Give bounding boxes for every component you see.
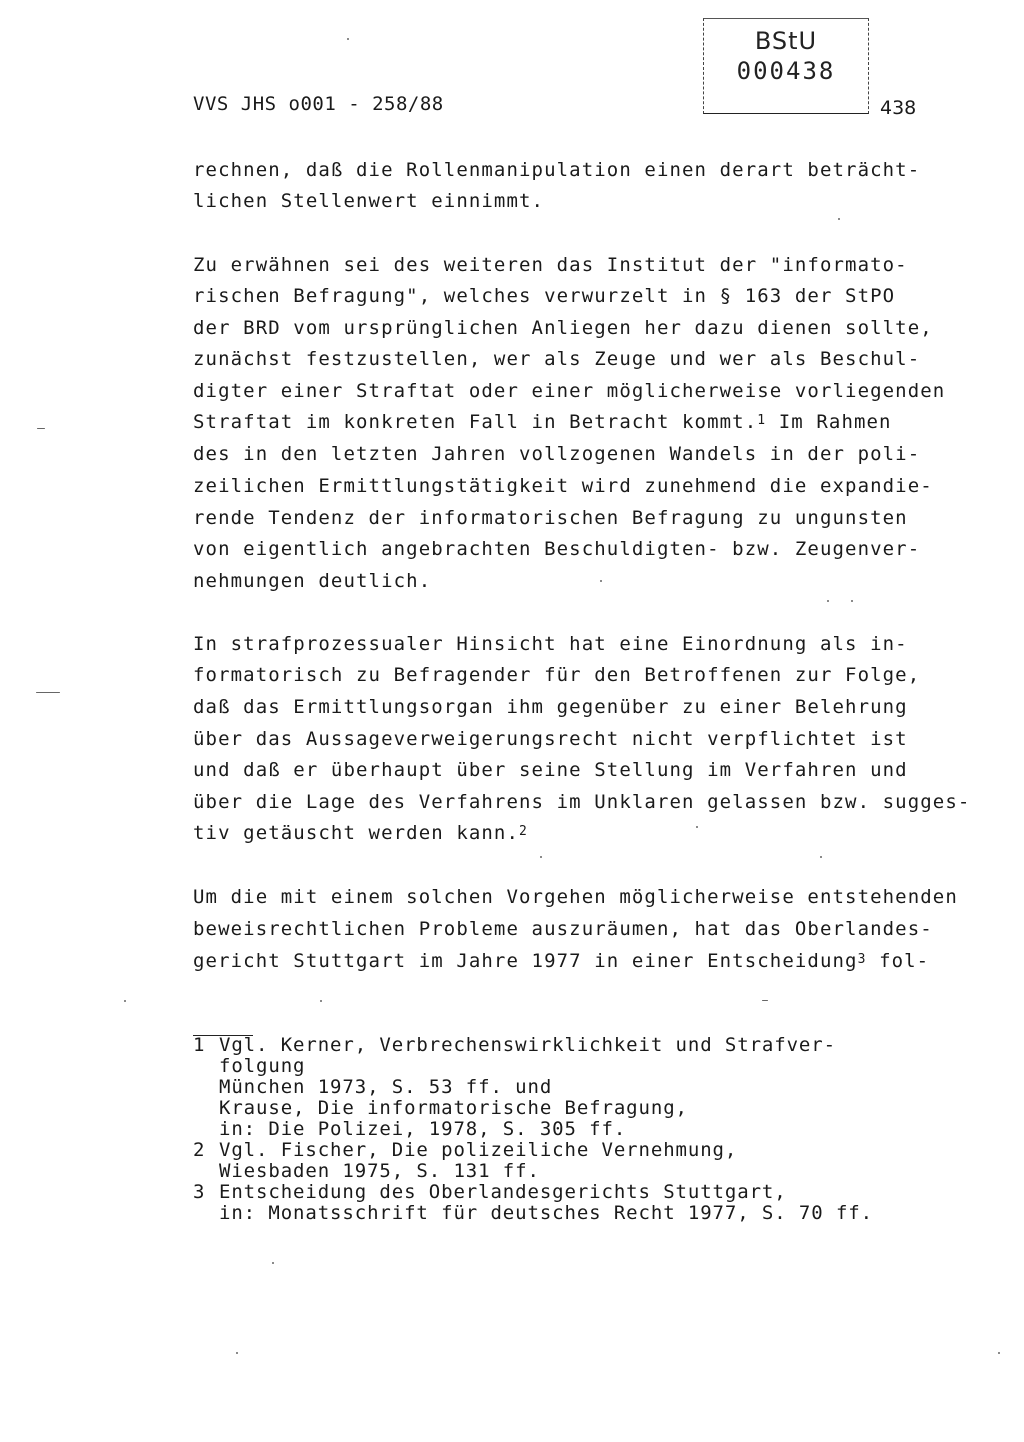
text-line: und daß er überhaupt über seine Stellung im Verfahren und [193,759,908,781]
footnote-number: 3 [193,1181,206,1203]
text-line: des in den letzten Jahren vollzogenen Wandels in der poli- [193,443,921,465]
scan-speck [827,600,829,602]
text-line: In strafprozessualer Hinsicht hat eine Einordnung als in- [193,633,908,655]
text-line: rende Tendenz der informatorischen Befragung zu ungunsten [193,507,908,529]
scan-speck [838,218,840,220]
page-number: 438 [880,97,917,119]
footnote-line: Wiesbaden 1975, S. 131 ff. [219,1160,540,1182]
scan-speck [540,856,542,858]
text-segment: gericht Stuttgart im Jahre 1977 in einer Entscheidung [193,950,858,972]
text-line [193,413,892,432]
archive-stamp [703,18,869,114]
text-line: digter einer Straftat oder einer möglicherweise vorliegenden [193,380,946,402]
text-line: zeilichen Ermittlungstätigkeit wird zunehmend die expandie- [193,475,933,497]
document-reference: VVS JHS o001 - 258/88 [193,93,444,115]
stamp-agency: BStU [754,27,818,55]
text-line: lichen Stellenwert einnimmt. [193,190,545,212]
text-line: Um die mit einem solchen Vorgehen möglicherweise entstehenden [193,886,958,908]
text-line: formatorisch zu Befragender für den Betroffenen zur Folge, [193,664,921,686]
text-line: rischen Befragung", welches verwurzelt in § 163 der StPO [193,285,896,307]
scan-speck [236,1352,238,1354]
footnote-line: Vgl. Kerner, Verbrechenswirklichkeit und Strafver- [219,1034,836,1056]
text-line: Zu erwähnen sei des weiteren das Institut der "informato- [193,254,908,276]
stamp-number: 000438 [736,57,836,85]
footnote-line: Vgl. Fischer, Die polizeiliche Vernehmung, [219,1139,738,1161]
footnote-line: Entscheidung des Oberlandesgerichts Stuttgart, [219,1181,787,1203]
scan-speck [696,826,698,828]
footnote-line: in: Die Polizei, 1978, S. 305 ff. [219,1118,627,1140]
text-line [193,952,929,971]
text-segment: Straftat im konkreten Fall in Betracht kommt. [193,411,758,433]
text-line: rechnen, daß die Rollenmanipulation einen derart beträcht- [193,159,921,181]
text-line: von eigentlich angebrachten Beschuldigten- bzw. Zeugenver- [193,538,921,560]
text-segment: tiv getäuscht werden kann. [193,822,520,844]
text-line: der BRD vom ursprünglichen Anliegen her dazu dienen sollte, [193,317,933,339]
footnote-mark: 3 [857,952,867,967]
scan-speck [124,1000,126,1002]
scan-speck [347,38,349,40]
footnote-mark: 1 [757,413,767,428]
footnote-line: folgung [219,1055,306,1077]
text-line [193,824,528,843]
scan-speck [272,1262,274,1264]
text-line: über das Aussageverweigerungsrecht nicht verpflichtet ist [193,728,908,750]
footnote-mark: 2 [519,824,528,839]
scan-speck [37,428,45,429]
footnote-line: München 1973, S. 53 ff. und [219,1076,553,1098]
scan-speck [820,856,822,858]
text-segment: fol- [879,950,930,972]
text-line: zunächst festzustellen, wer als Zeuge und wer als Beschul- [193,348,921,370]
text-line: über die Lage des Verfahrens im Unklaren gelassen bzw. sugges- [193,791,971,813]
scan-speck [998,1352,1000,1354]
scan-speck [851,600,853,602]
text-line: beweisrechtlichen Probleme auszuräumen, hat das Oberlandes- [193,918,933,940]
text-segment: Im Rahmen [778,411,892,433]
footnote-line: in: Monatsschrift für deutsches Recht 1977, S. 70 ff. [219,1202,873,1224]
footnote-number: 1 [193,1034,206,1056]
footnote-number: 2 [193,1139,206,1161]
scan-speck [320,1000,322,1002]
scan-speck [762,1000,768,1001]
scan-speck [36,692,60,693]
footnote-line: Krause, Die informatorische Befragung, [219,1097,688,1119]
text-line: nehmungen deutlich. [193,570,432,592]
text-line: daß das Ermittlungsorgan ihm gegenüber zu einer Belehrung [193,696,908,718]
scan-speck [600,580,602,582]
